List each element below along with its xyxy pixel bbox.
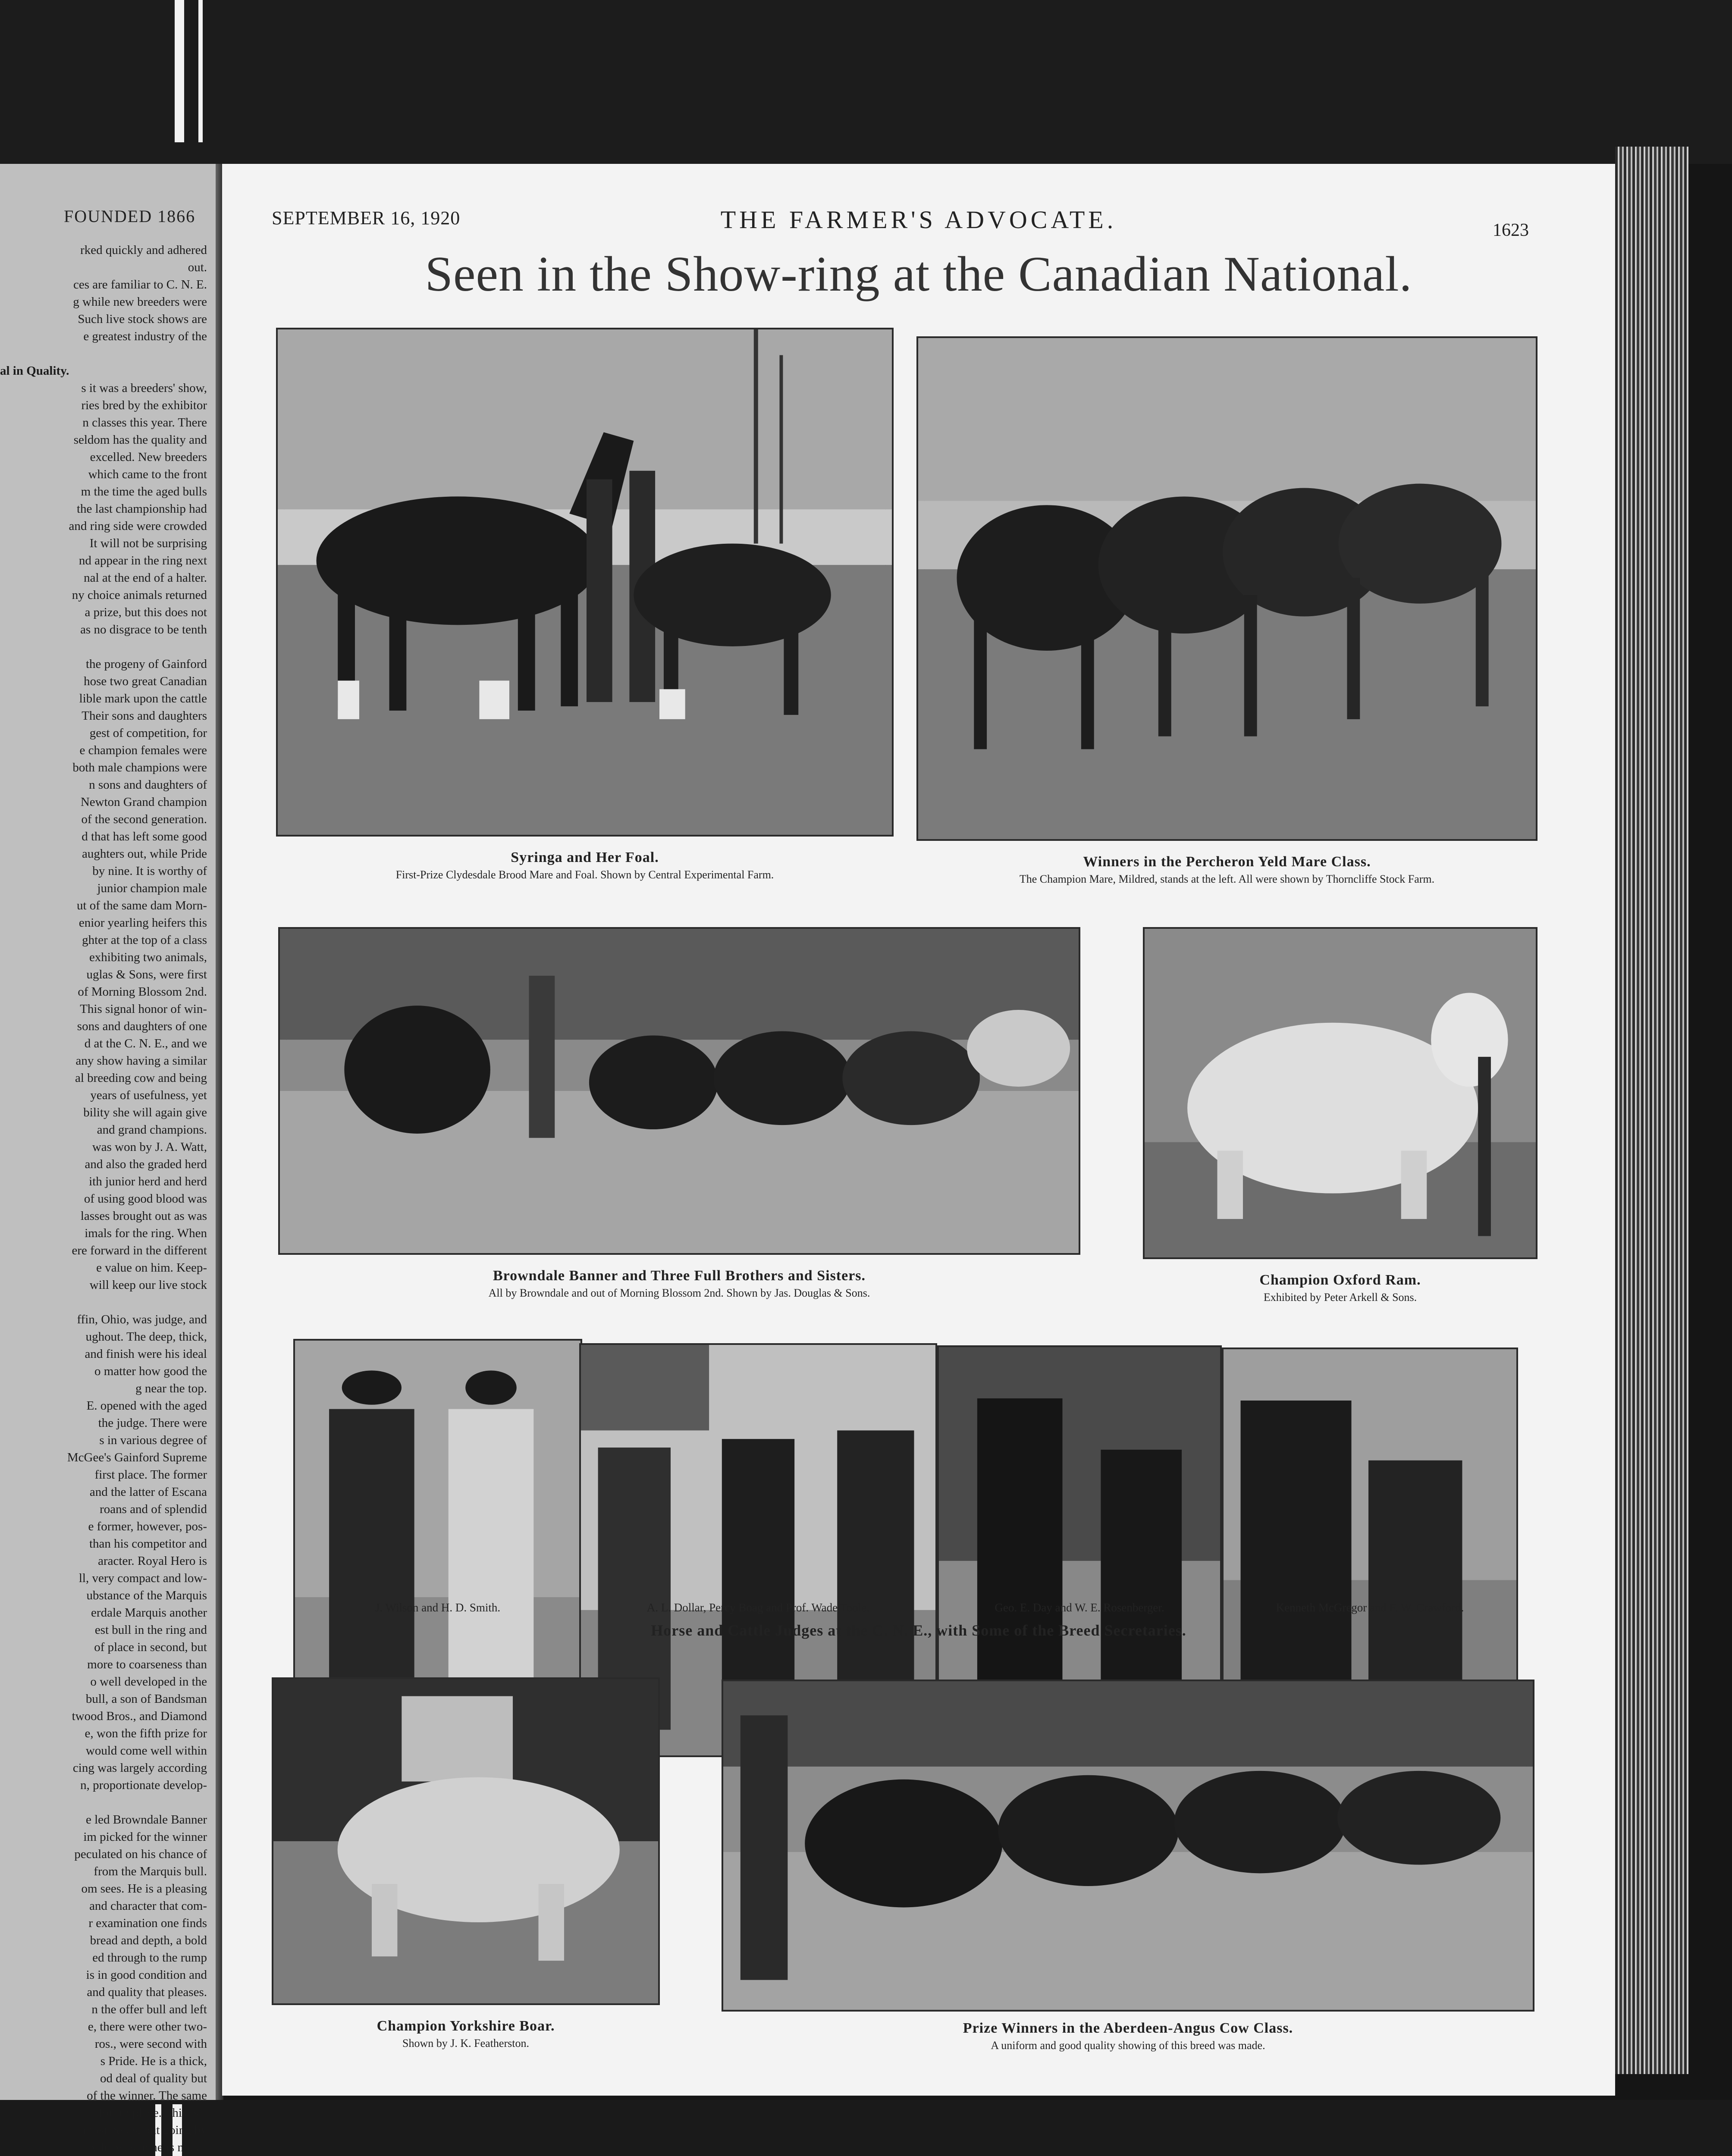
- page-edges: [1615, 147, 1688, 2074]
- caption-subtitle: The Champion Mare, Mildred, stands at the left. All were shown by Thorncliffe Stock Farm.: [1019, 873, 1435, 885]
- left-page-line: hose two great Canadian: [84, 674, 207, 688]
- left-page-line: nal at the end of a halter.: [84, 571, 207, 585]
- left-page-line: seldom has the quality and: [73, 433, 207, 447]
- caption-title: Syringa and Her Foal.: [511, 849, 659, 865]
- left-page-line: gest of competition, for: [89, 726, 207, 740]
- left-page-line: both male champions were: [72, 761, 207, 774]
- left-page-line: Such live stock shows are: [78, 312, 207, 326]
- left-page-line: out.: [188, 260, 207, 274]
- left-page-line: ros., were second with: [94, 2037, 207, 2051]
- photo-percheron-mares: [916, 336, 1537, 841]
- photo-oxford-ram: [1143, 927, 1537, 1259]
- left-page-line: [0, 1294, 207, 1311]
- left-page-line: e, won the fifth prize for: [85, 1727, 207, 1740]
- left-page-line: bull, a son of Bandsman: [85, 1692, 207, 1706]
- caption-subtitle: Exhibited by Peter Arkell & Sons.: [1263, 1291, 1417, 1304]
- left-page-line: [0, 638, 207, 655]
- masthead: THE FARMER'S ADVOCATE.: [720, 206, 1117, 234]
- left-page-line: excelled. New breeders: [90, 450, 207, 464]
- left-page-line: junior champion male: [97, 881, 207, 895]
- left-page-line: e champion females were: [79, 743, 207, 757]
- caption-subtitle: All by Browndale and out of Morning Blossom 2nd. Shown by Jas. Douglas & Sons.: [488, 1287, 870, 1299]
- left-page-line: McGee's Gainford Supreme: [67, 1451, 207, 1464]
- left-page-line: the progeny of Gainford: [85, 657, 207, 671]
- left-page-line: most herds, but going by: [83, 2123, 207, 2137]
- left-page-line: exhibiting two animals,: [89, 950, 207, 964]
- left-page-line: s it was a breeders' show,: [81, 381, 207, 395]
- left-page-line: erdale Marquis another: [91, 1606, 207, 1620]
- left-page-line: o well developed in the: [90, 1675, 207, 1689]
- left-page-line: lible mark upon the cattle: [79, 692, 207, 705]
- judge-names-3: Geo. E. Day and W. E. Rosenberger.: [995, 1601, 1164, 1614]
- left-page-line: and quality that pleases.: [87, 1985, 207, 1999]
- left-page-line: Newton Grand champion: [80, 795, 207, 809]
- left-page-line: al breeding cow and being: [75, 1071, 207, 1085]
- left-page-line: and ring side were crowded: [69, 519, 207, 533]
- left-page-line: by nine. It is worthy of: [92, 864, 207, 878]
- page-number: 1623: [1493, 220, 1529, 240]
- left-page-line: ut of the same dam Morn-: [76, 899, 207, 912]
- left-page-line: est bull in the ring and: [94, 1623, 207, 1637]
- caption-title: Winners in the Percheron Yeld Mare Class.: [1083, 854, 1371, 870]
- left-page-line: aughters out, while Pride: [82, 847, 207, 861]
- caption-yorkshire: [272, 2018, 660, 2050]
- left-page-line: g while new breeders were: [73, 295, 207, 309]
- left-page-line: of using good blood was: [84, 1192, 207, 1206]
- left-page-line: n sons and daughters of: [89, 778, 207, 792]
- left-page-line: n the offer bull and left: [91, 2002, 207, 2016]
- left-page-line: from the Marquis bull.: [94, 1865, 207, 1878]
- left-page-line: E. opened with the aged: [86, 1399, 207, 1413]
- left-page-line: roans and of splendid: [100, 1502, 207, 1516]
- left-page-line: uglas & Sons, were first: [86, 968, 207, 981]
- left-page-line: of place in second, but: [94, 1640, 207, 1654]
- left-page-line: [0, 345, 207, 362]
- left-page-line: e value on him. Keep-: [96, 1261, 207, 1275]
- left-page-line: first place. The former: [94, 1468, 207, 1482]
- left-page-line: a prize, but this does not: [85, 605, 207, 619]
- caption-oxford: [1143, 1272, 1537, 1304]
- left-page-line: of the second generation.: [81, 812, 207, 826]
- left-page-line: ny choice animals returned: [72, 588, 207, 602]
- left-page-line: the judge. There were: [98, 1416, 207, 1430]
- left-page-line: bility she will again give: [83, 1106, 207, 1119]
- left-page-line: fourth place. This is a: [98, 2106, 207, 2120]
- left-page-text: [0, 241, 207, 2156]
- judge-names-4: Kenneth McGregor and F. W. Crawford.: [1276, 1601, 1464, 1614]
- left-page-line: e, there were other two-: [88, 2020, 207, 2034]
- left-page-line: ll, very compact and low-: [78, 1571, 207, 1585]
- caption-subtitle: First-Prize Clydesdale Brood Mare and Foal. Shown by Central Experimental Farm.: [395, 868, 774, 881]
- left-page-line: ughout. The deep, thick,: [85, 1330, 207, 1344]
- left-page-line: od deal of quality but: [100, 2071, 207, 2085]
- left-page-line: g near the top.: [135, 1382, 207, 1395]
- left-page-line: any show having a similar: [75, 1054, 207, 1068]
- left-page-line: al in Quality.: [0, 364, 69, 378]
- left-page-line: e greatest industry of the: [83, 329, 207, 343]
- judge-names-1: J. Wilson and H. D. Smith.: [375, 1601, 501, 1614]
- left-page-line: e led Browndale Banner: [85, 1813, 207, 1827]
- left-page-line: and the latter of Escana: [89, 1485, 207, 1499]
- film-mark: [198, 0, 203, 142]
- left-page-line: ghter at the top of a class: [82, 933, 207, 947]
- left-page-line: [0, 1794, 207, 1811]
- left-page-line: s in various degree of: [99, 1433, 207, 1447]
- film-border-top: [0, 0, 1732, 164]
- left-page-line: o matter how good the: [94, 1364, 207, 1378]
- left-page-line: and also the graded herd: [85, 1157, 207, 1171]
- left-page-line: im picked for the winner: [83, 1830, 207, 1844]
- left-page-line: nd appear in the ring next: [78, 554, 207, 567]
- film-mark: [175, 0, 184, 142]
- left-page-line: ffin, Ohio, was judge, and: [77, 1313, 207, 1326]
- main-page: [222, 164, 1615, 2096]
- left-page-line: e former, however, pos-: [88, 1520, 207, 1533]
- left-page-line: bread and depth, a bold: [90, 1934, 207, 1947]
- caption-judges-title: Horse and Cattle Judges at the C. N. E., with Some of the Breed Secretaries.: [651, 1622, 1186, 1639]
- left-page-header: FOUNDED 1866: [64, 207, 196, 226]
- left-page-line: cing was largely according: [72, 1761, 207, 1775]
- left-page-line: ith junior herd and herd: [89, 1175, 207, 1188]
- left-page-line: Their sons and daughters: [82, 709, 207, 723]
- left-page-line: d at the C. N. E., and we: [84, 1037, 207, 1050]
- photo-clydesdale-mare-foal: [276, 328, 894, 837]
- caption-title: Browndale Banner and Three Full Brothers and Sisters.: [493, 1268, 866, 1284]
- caption-angus: [722, 2020, 1534, 2052]
- left-page-line: y he was in he is not as: [91, 2140, 207, 2154]
- left-page-line: would come well within: [85, 1744, 207, 1758]
- left-page-line: aracter. Royal Hero is: [98, 1554, 207, 1568]
- caption-browndale: [278, 1268, 1080, 1300]
- left-page-line: ries bred by the exhibitor: [81, 398, 207, 412]
- left-page-line: n, proportionate develop-: [80, 1778, 207, 1792]
- left-page-line: ed through to the rump: [92, 1951, 207, 1965]
- left-page-line: than his competitor and: [89, 1537, 207, 1551]
- film-border-bottom: [0, 2100, 1732, 2156]
- left-page-line: twood Bros., and Diamond: [72, 1709, 207, 1723]
- caption-title: Prize Winners in the Aberdeen-Angus Cow Class.: [963, 2020, 1293, 2036]
- left-page-line: ces are familiar to C. N. E.: [73, 278, 207, 291]
- left-page-line: which came to the front: [88, 467, 207, 481]
- left-page-line: n classes this year. There: [82, 416, 207, 429]
- page-title: Seen in the Show-ring at the Canadian National.: [425, 247, 1412, 302]
- left-page-line: lasses brought out as was: [80, 1209, 207, 1223]
- left-page-line: of Morning Blossom 2nd.: [78, 985, 207, 999]
- left-page-line: is in good condition and: [86, 1968, 207, 1982]
- left-page-line: was won by J. A. Watt,: [92, 1140, 207, 1154]
- left-page-line: d that has left some good: [82, 830, 207, 843]
- left-page-line: sons and daughters of one: [77, 1019, 207, 1033]
- left-facing-page: [0, 164, 218, 2154]
- caption-percheron: [916, 854, 1537, 886]
- left-page-line: om sees. He is a pleasing: [81, 1882, 207, 1896]
- caption-syringa: [276, 849, 894, 881]
- left-page-line: m the time the aged bulls: [81, 485, 207, 498]
- left-page-line: the last championship had: [76, 502, 207, 516]
- left-page-line: will keep our live stock: [89, 1278, 207, 1292]
- caption-title: Champion Yorkshire Boar.: [377, 2018, 555, 2034]
- left-page-line: and character that com-: [89, 1899, 207, 1913]
- left-page-line: ubstance of the Marquis: [86, 1589, 207, 1602]
- left-page-line: peculated on his chance of: [74, 1847, 207, 1861]
- judge-names-2: A. L. Dollar, Percy Boag and Prof. Wade Toole.: [646, 1601, 870, 1614]
- issue-date: SEPTEMBER 16, 1920: [272, 207, 461, 229]
- left-page-line: of the winner. The same: [87, 2089, 207, 2103]
- left-page-line: rked quickly and adhered: [80, 243, 207, 257]
- left-page-line: years of usefulness, yet: [90, 1088, 207, 1102]
- photo-aberdeen-angus-cows: [722, 1680, 1534, 2012]
- photo-browndale-cattle: [278, 927, 1080, 1255]
- photo-yorkshire-boar: [272, 1677, 660, 2005]
- caption-title: Champion Oxford Ram.: [1259, 1272, 1421, 1288]
- left-page-line: enior yearling heifers this: [78, 916, 207, 930]
- left-page-line: as no disgrace to be tenth: [80, 623, 207, 636]
- left-page-line: ere forward in the different: [72, 1244, 207, 1257]
- caption-subtitle: A uniform and good quality showing of this breed was made.: [991, 2039, 1265, 2052]
- caption-subtitle: Shown by J. K. Featherston.: [402, 2037, 529, 2049]
- left-page-line: r examination one finds: [88, 1916, 207, 1930]
- left-page-line: and grand champions.: [97, 1123, 207, 1137]
- left-page-line: more to coarseness than: [87, 1658, 207, 1671]
- left-page-line: It will not be surprising: [89, 536, 207, 550]
- left-page-line: s Pride. He is a thick,: [100, 2054, 207, 2068]
- left-page-line: imals for the ring. When: [85, 1226, 207, 1240]
- left-page-line: and finish were his ideal: [85, 1347, 207, 1361]
- left-page-line: This signal honor of win-: [80, 1002, 207, 1016]
